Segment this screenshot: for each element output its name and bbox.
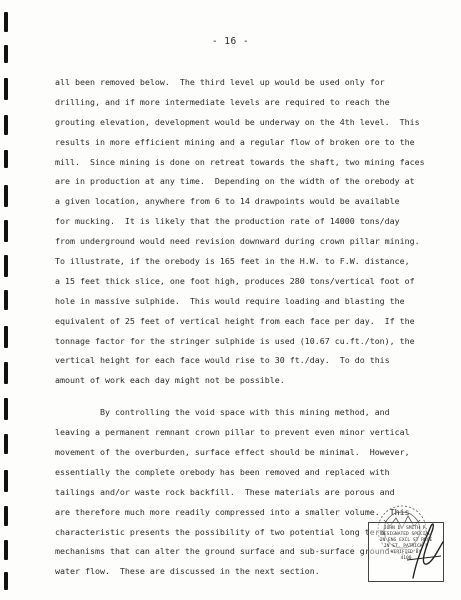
text-line: a 15 feet thick slice, one foot high, produces 280 tons/vertical foot of bbox=[55, 275, 415, 286]
binder-mark bbox=[4, 220, 8, 242]
text-line: from underground would need revision downward during crown pillar mining. bbox=[55, 236, 420, 247]
text-line: mechanisms that can alter the ground surface and sub-surface ground- bbox=[55, 546, 395, 557]
text-line: leaving a permanent remnant crown pillar to prevent even minor vertical bbox=[55, 427, 410, 438]
page-number: - 16 - bbox=[211, 36, 250, 47]
text-line: vertical height for each face would rise to 30 ft./day. To do this bbox=[55, 355, 390, 366]
text-line: characteristic presents the possibility of two potential long term bbox=[55, 526, 385, 537]
text-line: mill. Since mining is done on retreat towards the shaft, two mining faces bbox=[55, 156, 425, 167]
binder-mark bbox=[4, 540, 8, 560]
text-line: drilling, and if more intermediate levels are required to reach the bbox=[55, 96, 390, 107]
text-line: a given location, anywhere from 6 to 14 drawpoints would be available bbox=[55, 196, 400, 207]
text-line: equivalent of 25 feet of vertical height from each face per day. If the bbox=[55, 315, 415, 326]
text-line: tailings and/or waste rock backfill. These materials are porous and bbox=[55, 486, 395, 497]
stamp-line: IN ST. PATRICK P bbox=[383, 544, 429, 549]
stamp-line: IN ENG EXCL ST RECE bbox=[379, 538, 433, 543]
binder-mark bbox=[4, 78, 8, 100]
binder-mark bbox=[4, 12, 8, 32]
binder-mark bbox=[4, 470, 8, 492]
binder-mark bbox=[4, 506, 8, 526]
text-line: for mucking. It is likely that the production rate of 14000 tons/day bbox=[55, 216, 400, 227]
binder-mark bbox=[4, 362, 8, 384]
text-line: all been removed below. The third level up would be used only for bbox=[55, 77, 385, 87]
binder-mark bbox=[4, 434, 8, 454]
text-line: To illustrate, if the orebody is 165 feet in the H.W. to F.W. distance, bbox=[55, 256, 410, 267]
paragraph-spacer bbox=[55, 391, 425, 403]
binder-mark bbox=[4, 150, 8, 168]
stamp-line: VERIFIED BY bbox=[390, 550, 422, 555]
text-line: results in more efficient mining and a regular flow of broken ore to the bbox=[55, 136, 415, 147]
binder-mark bbox=[4, 572, 8, 590]
text-line: By controlling the void space with this mining method, and bbox=[55, 407, 390, 418]
text-line: amount of work each day might not be possible. bbox=[55, 375, 285, 386]
stamp-line: JOHN D. SMITH P. bbox=[383, 526, 429, 531]
text-line: tonnage factor for the stringer sulphide is used (10.67 cu.ft./ton), the bbox=[55, 335, 415, 346]
binder-mark bbox=[4, 290, 8, 310]
stamp-line: 4100 bbox=[400, 556, 412, 561]
text-line: are therefore much more readily compressed into a smaller volume. This bbox=[55, 506, 410, 517]
paragraph bbox=[55, 73, 425, 391]
handwritten-signature-icon bbox=[395, 518, 455, 588]
binder-mark bbox=[4, 185, 8, 207]
binder-mark bbox=[4, 45, 8, 63]
binder-hole-marks bbox=[4, 0, 10, 600]
text-line: movement of the overburden, surface effect should be minimal. However, bbox=[55, 447, 410, 458]
binder-mark bbox=[4, 326, 8, 348]
text-line: essentially the complete orebody has been removed and replaced with bbox=[55, 466, 390, 477]
text-line: water flow. These are discussed in the next section. bbox=[55, 566, 320, 577]
text-line: are in production at any time. Depending on the width of the orebody at bbox=[55, 176, 415, 187]
text-line: hole in massive sulphide. This would require loading and blasting the bbox=[55, 295, 405, 306]
binder-mark bbox=[4, 255, 8, 277]
binder-mark bbox=[4, 115, 8, 135]
binder-mark bbox=[4, 398, 8, 420]
stamp-line: DESIGNATED SPECIAL bbox=[381, 532, 431, 537]
text-line: grouting elevation, development would be underway on the 4th level. This bbox=[55, 116, 420, 127]
